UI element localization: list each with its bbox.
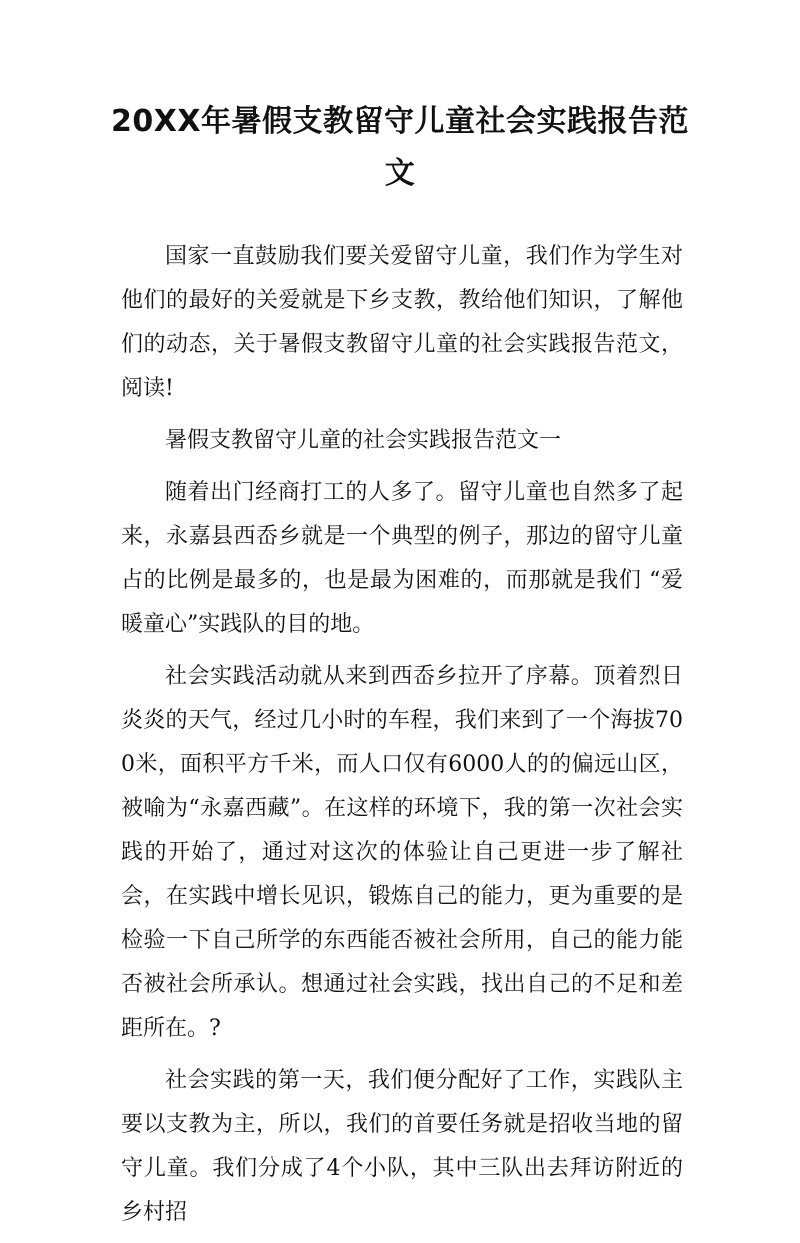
document-body: [121, 235, 683, 1243]
paragraph-arrival: 社会实践活动就从来到西岙乡拉开了序幕。顶着烈日炎炎的天气，经过几小时的车程，我们来到了一个海拔700米，面积平方千米，而人口仅有6000人的的偏远山区，被喻为“永嘉西藏”。在这样的环境下，我的第一次社会实践的开始了，通过对这次的体验让自己更进一步了解社会，在实践中增长见识，锻炼自己的能力，更为重要的是检验一下自己所学的东西能否被社会所用，自己的能力能否被社会所承认。想通过社会实践，找出自己的不足和差距所在。?: [121, 664, 683, 1041]
paragraph-background: 随着出门经商打工的人多了。留守儿童也自然多了起来，永嘉县西岙乡就是一个典型的例子，那边的留守儿童占的比例是最多的，也是最为困难的，而那就是我们 “爱暖童心”实践队的目的地。: [121, 480, 683, 637]
document-title: [110, 96, 690, 200]
title-line-1: 20XX年暑假支教留守儿童社会实践报告范: [110, 104, 689, 139]
paragraph-first-day: 社会实践的第一天，我们便分配好了工作，实践队主要以支教为主，所以，我们的首要任务就是招收当地的留守儿童。我们分成了4个小队，其中三队出去拜访附近的乡村招: [121, 1068, 683, 1225]
title-line-2: 文: [384, 156, 416, 191]
paragraph-subheading: 暑假支教留守儿童的社会实践报告范文一: [165, 428, 562, 453]
paragraph-intro: 国家一直鼓励我们要关爱留守儿童，我们作为学生对他们的最好的关爱就是下乡支教，教给他们知识，了解他们的动态，关于暑假支教留守儿童的社会实践报告范文，阅读!: [121, 244, 683, 401]
